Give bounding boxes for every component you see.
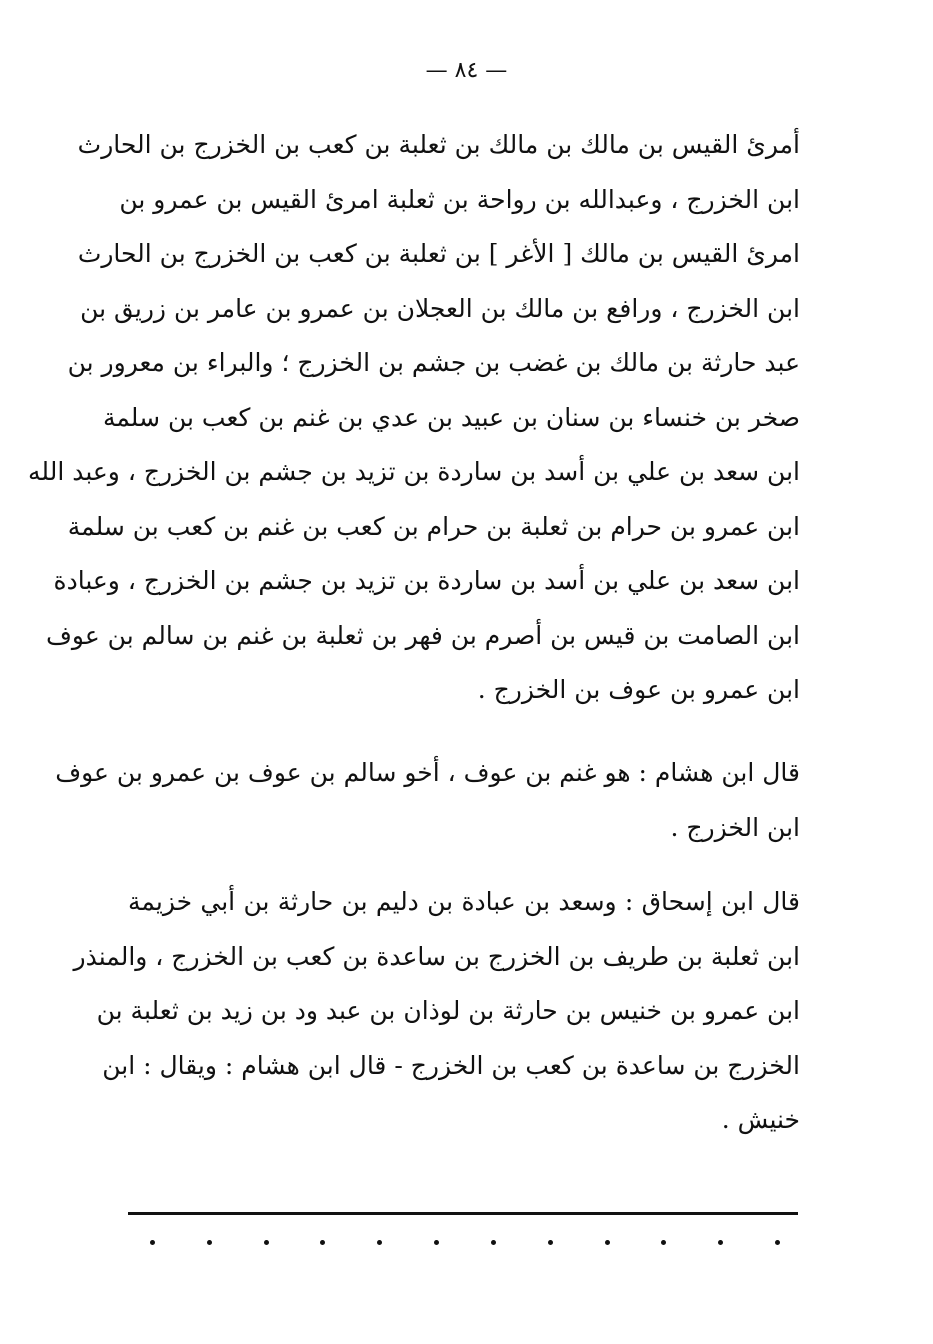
text-line: ابن سعد بن علي بن أسد بن ساردة بن تزيد بن جشم بن الخزرج ، وعبد الله bbox=[28, 457, 800, 486]
dot bbox=[775, 1240, 780, 1245]
dot bbox=[150, 1240, 155, 1245]
paragraph-3 bbox=[73, 875, 800, 1148]
text-line: ابن الصامت بن قيس بن أصرم بن فهر بن ثعلبة بن غنم بن سالم بن عوف bbox=[45, 620, 800, 650]
dot bbox=[491, 1240, 496, 1245]
footnote-dots bbox=[150, 1240, 780, 1245]
text-line: أمرئ القيس بن مالك بن مالك بن ثعلبة بن كعب بن الخزرج بن الحارث bbox=[77, 130, 800, 159]
text-line: ابن عمرو بن حرام بن ثعلبة بن حرام بن كعب بن غنم بن كعب بن سلمة bbox=[67, 511, 800, 541]
dot bbox=[264, 1240, 269, 1245]
page-number: — ٨٤ — bbox=[425, 58, 508, 83]
text-line: عبد حارثة بن مالك بن غضب بن جشم بن الخزرج ؛ والبراء بن معرور بن bbox=[67, 348, 800, 377]
dot bbox=[605, 1240, 610, 1245]
text-line: ابن عمرو بن خنيس بن حارثة بن لوذان بن عبد ود بن زيد بن ثعلبة بن bbox=[96, 996, 800, 1025]
paragraph-2 bbox=[55, 746, 800, 855]
text-line: ابن الخزرج . bbox=[670, 812, 800, 842]
text-line: ابن الخزرج ، وعبدالله بن رواحة بن ثعلبة امرئ القيس بن عمرو بن bbox=[119, 184, 800, 214]
text-line: ابن سعد بن علي بن أسد بن ساردة بن تزيد بن جشم بن الخزرج ، وعبادة bbox=[53, 566, 800, 595]
dot bbox=[207, 1240, 212, 1245]
dot bbox=[718, 1240, 723, 1245]
text-line: ابن الخزرج ، ورافع بن مالك بن العجلان بن عمرو بن عامر بن زريق بن bbox=[80, 293, 800, 323]
dot bbox=[548, 1240, 553, 1245]
text-line: امرئ القيس بن مالك [ الأغر ] بن ثعلبة بن كعب بن الخزرج بن الحارث bbox=[77, 239, 800, 268]
text-line: قال ابن إسحاق : وسعد بن عبادة بن دليم بن حارثة بن أبي خزيمة bbox=[128, 887, 800, 916]
text-line: الخزرج بن ساعدة بن كعب بن الخزرج - قال ابن هشام : ويقال : ابن bbox=[102, 1050, 800, 1080]
paragraph-1 bbox=[28, 118, 800, 718]
dot bbox=[377, 1240, 382, 1245]
dot bbox=[320, 1240, 325, 1245]
text-line: ابن ثعلبة بن طريف بن الخزرج بن ساعدة بن كعب بن الخزرج ، والمنذر bbox=[73, 941, 800, 971]
dot bbox=[434, 1240, 439, 1245]
text-line: صخر بن خنساء بن سنان بن عبيد بن عدي بن غنم بن كعب بن سلمة bbox=[102, 402, 800, 432]
text-line: خنيش . bbox=[721, 1105, 800, 1134]
dot bbox=[661, 1240, 666, 1245]
text-line: ابن عمرو بن عوف بن الخزرج . bbox=[477, 675, 800, 704]
text-line: قال ابن هشام : هو غنم بن عوف ، أخو سالم بن عوف بن عمرو بن عوف bbox=[55, 758, 800, 787]
footnote-rule bbox=[128, 1212, 798, 1215]
